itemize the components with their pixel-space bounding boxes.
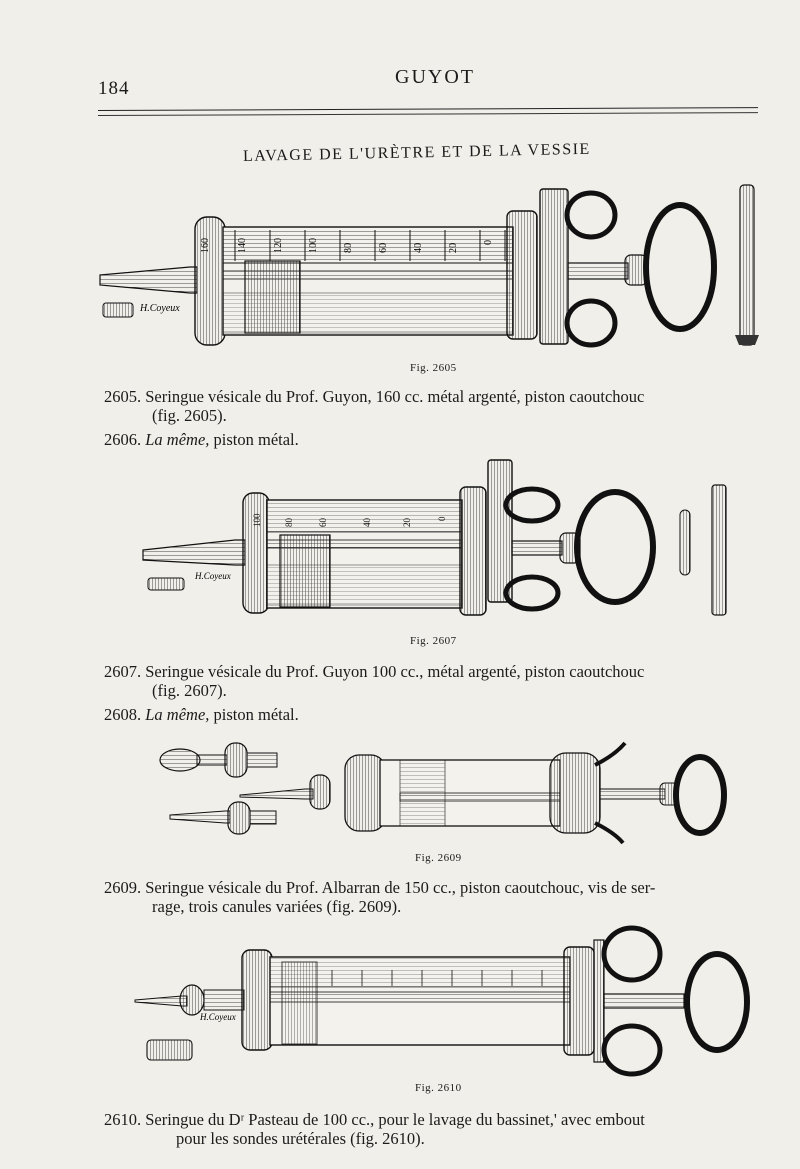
scale-label: 80	[284, 518, 294, 527]
scale-label: 20	[448, 243, 459, 253]
entry-text: Seringue vésicale du Prof. Guyon, 160 cc. métal argenté, piston caoutchouc	[145, 387, 645, 406]
scale-label: 160	[200, 238, 211, 253]
entry-text-continued: (fig. 2605).	[152, 406, 227, 425]
entry-2605	[104, 387, 794, 425]
entry-number: 2609.	[104, 878, 142, 897]
engraver-signature: H.Coyeux	[140, 303, 180, 314]
scale-label: 0	[483, 240, 494, 245]
figure-2610-syringe	[132, 922, 762, 1082]
scale-label: 20	[402, 518, 412, 527]
header-rule	[98, 107, 758, 111]
scale-label: 140	[237, 238, 248, 253]
figure-caption-2609: Fig. 2609	[415, 852, 462, 864]
entry-italic: La même,	[145, 705, 210, 724]
entry-text: piston métal.	[209, 705, 299, 724]
entry-2610	[104, 1110, 794, 1148]
figure-2607-syringe	[140, 455, 750, 625]
entry-text-continued: rage, trois canules variées (fig. 2609).	[152, 897, 402, 916]
scale-label: 100	[308, 238, 319, 253]
scale-label: 40	[362, 518, 372, 527]
entry-text: piston métal.	[209, 430, 299, 449]
scale-label: 80	[343, 243, 354, 253]
entry-2606	[104, 430, 299, 449]
entry-number: 2608.	[104, 705, 142, 724]
running-head: GUYOT	[395, 66, 475, 88]
entry-italic: La même,	[145, 430, 210, 449]
scale-label: 0	[437, 516, 447, 521]
entry-text: Seringue vésicale du Prof. Albarran de 150 cc., piston caoutchouc, vis de ser-	[145, 878, 656, 897]
entry-2608	[104, 705, 299, 724]
scale-label: 40	[413, 243, 424, 253]
header-rule-thin	[98, 112, 758, 116]
engraver-signature: H.Coyeux	[195, 571, 231, 581]
entry-number: 2606.	[104, 430, 142, 449]
scale-label: 100	[252, 513, 262, 527]
section-title: LAVAGE DE L'URÈTRE ET DE LA VESSIE	[242, 140, 591, 165]
figure-2605-syringe	[95, 175, 775, 355]
entry-text: Seringue du Dʳ Pasteau de 100 cc., pour le lavage du bassinet,' avec embout	[145, 1110, 645, 1129]
figure-caption-2605: Fig. 2605	[410, 362, 457, 374]
page-number: 184	[98, 78, 130, 99]
entry-text: Seringue vésicale du Prof. Guyon 100 cc., métal argenté, piston caoutchouc	[145, 662, 645, 681]
entry-number: 2610.	[104, 1110, 142, 1129]
engraver-signature: H.Coyeux	[200, 1012, 236, 1022]
entry-text-continued: pour les sondes urétérales (fig. 2610).	[176, 1129, 425, 1148]
entry-number: 2607.	[104, 662, 142, 681]
scale-label: 120	[273, 238, 284, 253]
entry-number: 2605.	[104, 387, 142, 406]
figure-caption-2607: Fig. 2607	[410, 635, 457, 647]
entry-2609	[104, 878, 794, 916]
figure-2609-syringe	[155, 735, 745, 850]
figure-caption-2610: Fig. 2610	[415, 1082, 462, 1094]
scale-label: 60	[318, 518, 328, 527]
entry-2607	[104, 662, 794, 700]
scale-label: 60	[378, 243, 389, 253]
entry-text-continued: (fig. 2607).	[152, 681, 227, 700]
